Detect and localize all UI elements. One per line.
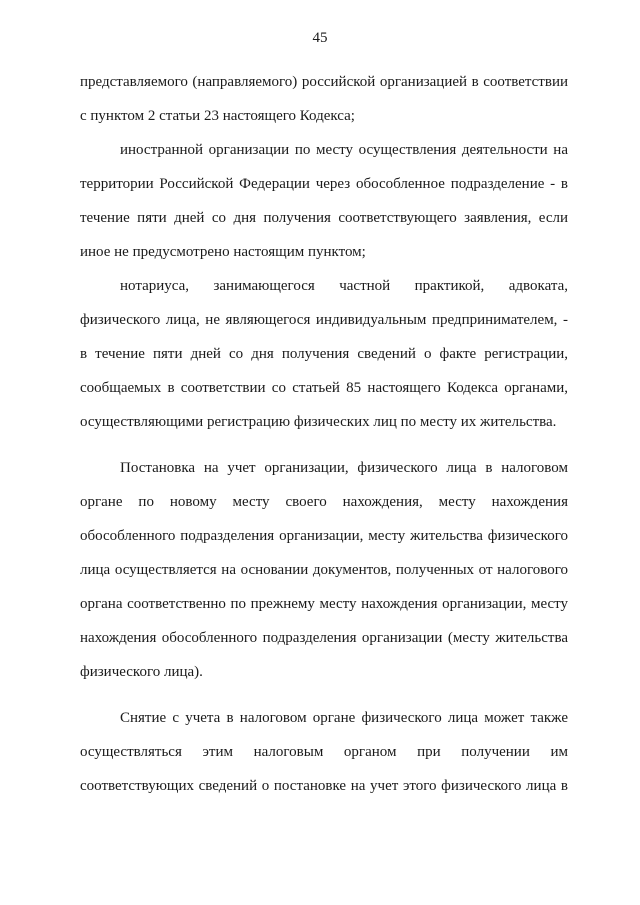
text-line: органа соответственно по прежнему месту нахождения организации, месту: [80, 596, 568, 612]
paragraph-registration-new-location: [80, 451, 568, 689]
text-line: в течение пяти дней со дня получения сведений о факте регистрации,: [80, 346, 568, 362]
text-line: иностранной организации по месту осуществления деятельности на: [120, 142, 568, 158]
text-line: осуществляющими регистрацию физических лиц по месту их жительства.: [80, 414, 557, 430]
text-line: физического лица).: [80, 664, 203, 680]
text-line: территории Российской Федерации через обособленное подразделение - в: [80, 176, 568, 192]
text-line: осуществляться этим налоговым органом при получении им: [80, 744, 568, 760]
text-line: обособленного подразделения организации, месту жительства физического: [80, 528, 568, 544]
text-line: с пунктом 2 статьи 23 настоящего Кодекса;: [80, 108, 355, 124]
text-line: органе по новому месту своего нахождения, месту нахождения: [80, 494, 568, 510]
paragraph-continuation: [80, 65, 568, 133]
paragraph-notary-lawyer: [80, 269, 568, 439]
text-line: Снятие с учета в налоговом органе физического лица может также: [120, 710, 568, 726]
text-line: лица осуществляется на основании документов, полученных от налогового: [80, 562, 568, 578]
text-line: иное не предусмотрено настоящим пунктом;: [80, 244, 366, 260]
text-line: Постановка на учет организации, физического лица в налоговом: [120, 460, 568, 476]
paragraph-deregistration: [80, 701, 568, 803]
text-line: нотариуса, занимающегося частной практикой, адвоката,: [120, 278, 568, 294]
document-body: [80, 65, 568, 803]
text-line: сообщаемых в соответствии со статьей 85 настоящего Кодекса органами,: [80, 380, 568, 396]
text-line: течение пяти дней со дня получения соответствующего заявления, если: [80, 210, 568, 226]
text-line: соответствующих сведений о постановке на учет этого физического лица в: [80, 778, 568, 794]
text-line: физического лица, не являющегося индивидуальным предпринимателем, -: [80, 312, 568, 328]
page-number: 45: [312, 30, 328, 46]
text-line: нахождения обособленного подразделения организации (месту жительства: [80, 630, 568, 646]
paragraph-foreign-organization: [80, 133, 568, 269]
text-line: представляемого (направляемого) российской организацией в соответствии: [80, 74, 568, 90]
